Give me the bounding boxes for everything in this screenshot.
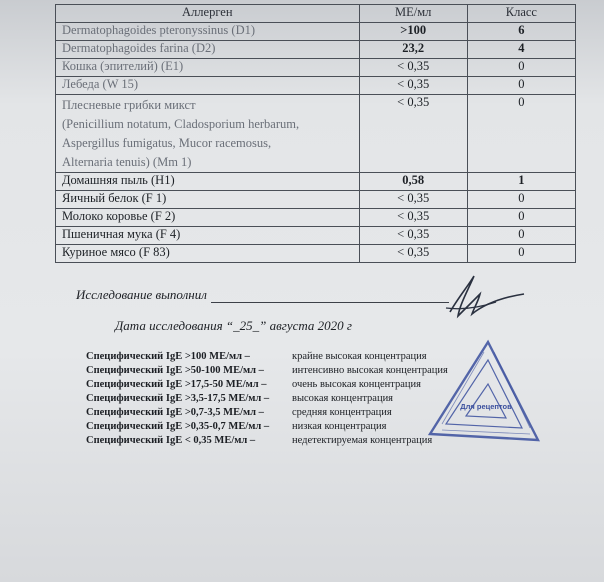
table-row — [56, 227, 576, 245]
allergen-class: 0 — [467, 209, 575, 227]
table-row — [56, 245, 576, 263]
executor-label: Исследование выполнил — [76, 287, 207, 302]
legend-meaning: интенсивно высокая концентрация — [292, 365, 448, 376]
allergen-results-table — [55, 4, 576, 263]
table-row — [56, 209, 576, 227]
table-row — [56, 23, 576, 41]
header-value: МЕ/мл — [359, 5, 467, 23]
executor-line — [76, 287, 449, 303]
legend-meaning: недетектируемая концентрация — [292, 435, 433, 446]
allergen-class: 0 — [467, 95, 575, 173]
allergen-name: Пшеничная мука (F 4) — [56, 227, 360, 245]
table-row — [56, 173, 576, 191]
allergen-name: Dermatophagoides pteronyssinus (D1) — [56, 23, 360, 41]
allergen-value: < 0,35 — [359, 245, 467, 263]
allergen-name: Куриное мясо (F 83) — [56, 245, 360, 263]
table-row — [56, 191, 576, 209]
allergen-value: < 0,35 — [359, 59, 467, 77]
legend-row — [86, 392, 448, 406]
allergen-value: >100 — [359, 23, 467, 41]
allergen-name-line: Aspergillus fumigatus, Mucor racemosus, — [62, 136, 272, 150]
legend-range: Специфический IgE >100 МЕ/мл – — [86, 351, 250, 362]
legend-range: Специфический IgE >3,5-17,5 МЕ/мл – — [86, 393, 270, 404]
legend-row — [86, 420, 448, 434]
legend-range: Специфический IgE < 0,35 МЕ/мл – — [86, 435, 256, 446]
allergen-class: 0 — [467, 245, 575, 263]
allergen-value: < 0,35 — [359, 227, 467, 245]
legend-row — [86, 364, 448, 378]
handwritten-signature — [438, 268, 528, 328]
allergen-name: Молоко коровье (F 2) — [56, 209, 360, 227]
study-date: Дата исследования “_25_” августа 2020 г — [115, 318, 353, 333]
allergen-name: Домашняя пыль (H1) — [56, 173, 360, 191]
concentration-legend — [86, 350, 448, 448]
allergen-value: 23,2 — [359, 41, 467, 59]
header-class: Класс — [467, 5, 575, 23]
allergen-class: 0 — [467, 77, 575, 95]
legend-row — [86, 406, 448, 420]
allergen-class: 1 — [467, 173, 575, 191]
legend-range: Специфический IgE >50-100 МЕ/мл – — [86, 365, 264, 376]
table-row — [56, 77, 576, 95]
table-row — [56, 59, 576, 77]
legend-row — [86, 378, 448, 392]
table-row — [56, 41, 576, 59]
allergen-name: Яичный белок (F 1) — [56, 191, 360, 209]
allergen-name-line: Плесневые грибки микст — [62, 98, 196, 112]
allergen-name — [56, 95, 360, 173]
allergen-value: < 0,35 — [359, 95, 467, 173]
allergen-class: 6 — [467, 23, 575, 41]
triangle-stamp — [422, 338, 542, 446]
legend-range: Специфический IgE >0,7-3,5 МЕ/мл – — [86, 407, 264, 418]
allergen-name: Лебеда (W 15) — [56, 77, 360, 95]
legend-range: Специфический IgE >0,35-0,7 МЕ/мл – — [86, 421, 270, 432]
legend-range: Специфический IgE >17,5-50 МЕ/мл – — [86, 379, 267, 390]
stamp-center-text: Для рецептов — [460, 402, 512, 411]
header-allergen: Аллерген — [56, 5, 360, 23]
allergen-name-line: (Penicillium notatum, Cladosporium herbarum, — [62, 117, 300, 131]
legend-row — [86, 434, 448, 448]
allergen-class: 0 — [467, 227, 575, 245]
legend-row — [86, 350, 448, 364]
allergen-class: 0 — [467, 191, 575, 209]
allergen-name-line: Alternaria tenuis) (Mm 1) — [62, 155, 192, 169]
legend-meaning: очень высокая концентрация — [292, 379, 421, 390]
allergen-name: Кошка (эпителий) (E1) — [56, 59, 360, 77]
legend-meaning: низкая концентрация — [292, 421, 387, 432]
legend-meaning: крайне высокая концентрация — [292, 351, 427, 362]
allergen-value: < 0,35 — [359, 77, 467, 95]
legend-meaning: средняя концентрация — [292, 407, 392, 418]
allergen-class: 4 — [467, 41, 575, 59]
table-row — [56, 95, 576, 173]
table-header-row — [56, 5, 576, 23]
legend-meaning: высокая концентрация — [292, 393, 394, 404]
allergen-value: < 0,35 — [359, 191, 467, 209]
allergen-value: < 0,35 — [359, 209, 467, 227]
allergen-class: 0 — [467, 59, 575, 77]
signature-underline — [211, 290, 449, 303]
allergen-name: Dermatophagoides farina (D2) — [56, 41, 360, 59]
allergen-value: 0,58 — [359, 173, 467, 191]
